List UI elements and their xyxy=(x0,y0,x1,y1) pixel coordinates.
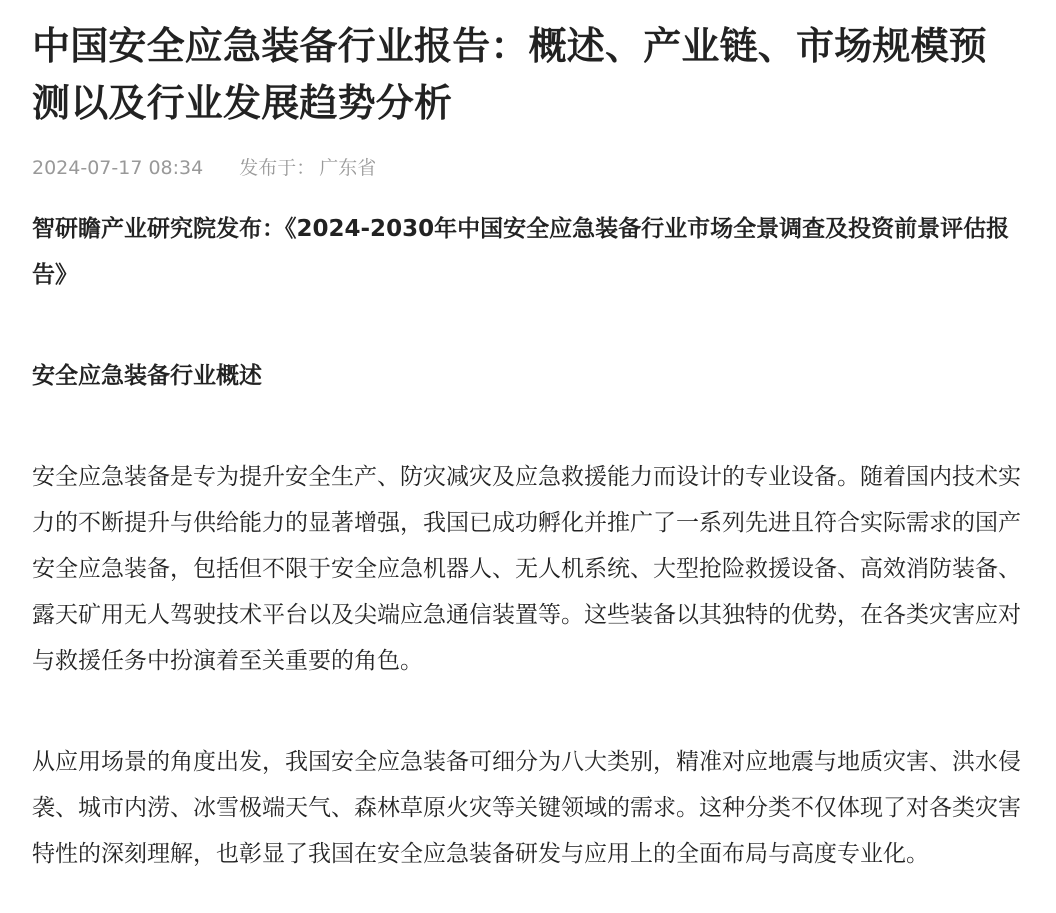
location-value: 广东省 xyxy=(319,157,377,179)
body-paragraph-2: 从应用场景的角度出发，我国安全应急装备可细分为八大类别，精准对应地震与地质灾害、洪水侵袭、城市内涝、冰雪极端天气、森林草原火灾等关键领域的需求。这种分类不仅体现了对各类灾害特性的深刻理解，也彰显了我国在安全应急装备研发与应用上的全面布局与高度专业化。 xyxy=(32,749,1021,867)
publish-datetime: 2024-07-17 08:34 xyxy=(32,157,204,179)
lead-paragraph: 智研瞻产业研究院发布：《2024-2030年中国安全应急装备行业市场全景调查及投资前景评估报告》 xyxy=(32,216,1010,288)
location-label: 发布于： xyxy=(239,157,316,179)
article-title: 中国安全应急装备行业报告：概述、产业链、市场规模预测以及行业发展趋势分析 xyxy=(32,24,988,125)
body-paragraph-1: 安全应急装备是专为提升安全生产、防灾减灾及应急救援能力而设计的专业设备。随着国内技术实力的不断提升与供给能力的显著增强，我国已成功孵化并推广了一系列先进且符合实际需求的国产安全应急装备，包括但不限于安全应急机器人、无人机系统、大型抢险救援设备、高效消防装备、露天矿用无人驾驶技术平台以及尖端应急通信装置等。这些装备以其独特的优势，在各类灾害应对与救援任务中扮演着至关重要的角色。 xyxy=(32,464,1021,674)
article-meta xyxy=(32,154,1024,182)
article-content xyxy=(32,206,1024,877)
publish-location xyxy=(239,154,376,182)
section-heading: 安全应急装备行业概述 xyxy=(32,363,262,389)
